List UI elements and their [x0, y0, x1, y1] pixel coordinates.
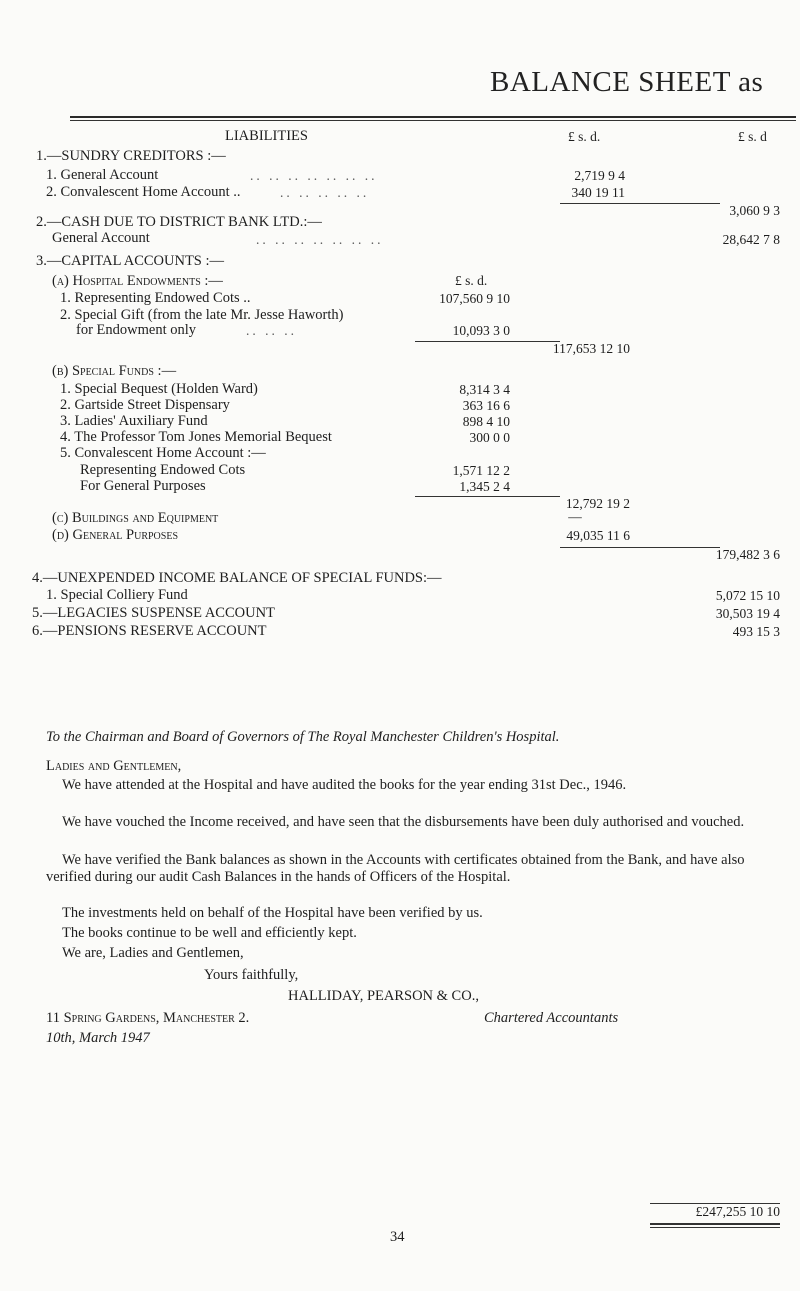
top-rule-thin: [70, 120, 796, 121]
s3-a-item-1-amount: 107,560 9 10: [439, 291, 510, 306]
s3-b-item-6-label: Representing Endowed Cots: [80, 462, 246, 478]
liabilities-heading: LIABILITIES: [225, 128, 308, 144]
page-title: BALANCE SHEET as: [490, 66, 764, 98]
grand-total: £247,255 10 10: [695, 1204, 780, 1219]
s3-b-item-1-amount: 8,314 3 4: [459, 382, 510, 397]
s3-b-item-7-amount: 1,345 2 4: [459, 479, 510, 494]
page-number: 34: [390, 1229, 405, 1245]
leader-dots: .. .. .. .. ..: [280, 185, 370, 200]
leader-dots: .. .. .. .. .. .. ..: [250, 168, 378, 183]
report-role: Chartered Accountants: [484, 1010, 619, 1026]
s3-b-total: 12,792 19 2: [565, 496, 630, 511]
s3-a-heading: £ s. d.: [455, 273, 488, 288]
section-1-title: 1.—SUNDRY CREDITORS :—: [36, 148, 226, 164]
col2-heading: £ s. d: [738, 129, 767, 144]
s6-total: 493 15 3: [732, 624, 780, 639]
report-paragraph: We have vouched the Income received, and have seen that the disbursements have been duly authorised and vouched.: [62, 814, 745, 830]
s3-b-item-4-amount: 300 0 0: [469, 430, 510, 445]
s3-d-label: (d) General Purposes: [52, 527, 179, 543]
s3-a-title: (a) Hospital Endowments :—: [52, 273, 223, 289]
report-paragraph: We have attended at the Hospital and have audited the books for the year ending 31st Dec., 1946.: [62, 777, 627, 793]
s3-c-label: (c) Buildings and Equipment: [52, 510, 219, 526]
report-addressee: To the Chairman and Board of Governors of The Royal Manchester Children's Hospital.: [46, 729, 560, 745]
s3-c-amount: —: [568, 509, 582, 524]
s3-a-item-1-label: 1. Representing Endowed Cots ..: [60, 290, 251, 306]
s2-total: 28,642 7 8: [722, 232, 780, 247]
s3-d-amount: 49,035 11 6: [566, 528, 630, 543]
s1-item-1-label: 1. General Account: [46, 167, 159, 183]
leader-dots: .. .. .. .. .. .. ..: [256, 232, 384, 247]
section-6-title: 6.—PENSIONS RESERVE ACCOUNT: [32, 623, 267, 639]
col1-heading: £ s. d.: [568, 129, 601, 144]
s1-item-2-label: 2. Convalescent Home Account ..: [46, 184, 241, 200]
section-3-title: 3.—CAPITAL ACCOUNTS :—: [36, 253, 225, 269]
report-paragraph: We are, Ladies and Gentlemen,: [62, 945, 244, 961]
s1-total: 3,060 9 3: [729, 203, 780, 218]
s3-b-item-2-amount: 363 16 6: [462, 398, 510, 413]
report-paragraph: We have verified the Bank balances as shown in the Accounts with certificates obtained from the Bank, and have also verified during our audit Cash Balances in the hands of Officers of the Hospital.: [46, 852, 745, 885]
s4-total: 5,072 15 10: [715, 588, 780, 603]
report-closing: Yours faithfully,: [204, 967, 299, 983]
s3-b-item-1-label: 1. Special Bequest (Holden Ward): [60, 381, 258, 397]
grand-total-double-rule: [650, 1223, 780, 1225]
s3-a-item-2-amount: 10,093 3 0: [452, 323, 510, 338]
s3-b-item-4-label: 4. The Professor Tom Jones Memorial Bequest: [60, 429, 332, 445]
report-paragraph: The books continue to be well and efficiently kept.: [62, 925, 357, 941]
s1-item-2-amount: 340 19 11: [571, 185, 625, 200]
section-2-title: 2.—CASH DUE TO DISTRICT BANK LTD.:—: [36, 214, 322, 230]
s3-b-item-7-label: For General Purposes: [80, 478, 206, 494]
s3-b-item-3-amount: 898 4 10: [462, 414, 510, 429]
section-5-title: 5.—LEGACIES SUSPENSE ACCOUNT: [32, 605, 275, 621]
s3-b-title: (b) Special Funds :—: [52, 363, 177, 379]
s4-label: 1. Special Colliery Fund: [46, 587, 188, 603]
report-paragraph: The investments held on behalf of the Hospital have been verified by us.: [62, 905, 483, 921]
report-firm: HALLIDAY, PEARSON & CO.,: [288, 988, 479, 1004]
s3-a-item-2-label2: for Endowment only: [76, 322, 197, 338]
s2-label: General Account: [52, 230, 150, 246]
report-salutation: Ladies and Gentlemen,: [46, 758, 182, 774]
report-address: 11 Spring Gardens, Manchester 2.: [46, 1010, 250, 1026]
s3-a-item-2-label: 2. Special Gift (from the late Mr. Jesse Haworth): [60, 307, 344, 323]
grand-total-double-rule: [650, 1227, 780, 1228]
leader-dots: .. .. ..: [246, 323, 297, 338]
s3-total: 179,482 3 6: [715, 547, 780, 562]
s1-item-1-amount: 2,719 9 4: [574, 168, 625, 183]
s3-b-item-2-label: 2. Gartside Street Dispensary: [60, 397, 230, 413]
top-rule: [70, 116, 796, 118]
s3-b-item-6-amount: 1,571 12 2: [452, 463, 510, 478]
s3-a-total: 117,653 12 10: [552, 341, 630, 356]
section-4-title: 4.—UNEXPENDED INCOME BALANCE OF SPECIAL FUNDS:—: [32, 570, 442, 586]
s3-b-item-3-label: 3. Ladies' Auxiliary Fund: [60, 413, 208, 429]
s5-total: 30,503 19 4: [715, 606, 780, 621]
report-date: 10th, March 1947: [46, 1030, 150, 1046]
s3-b-item-5-label: 5. Convalescent Home Account :—: [60, 445, 266, 461]
